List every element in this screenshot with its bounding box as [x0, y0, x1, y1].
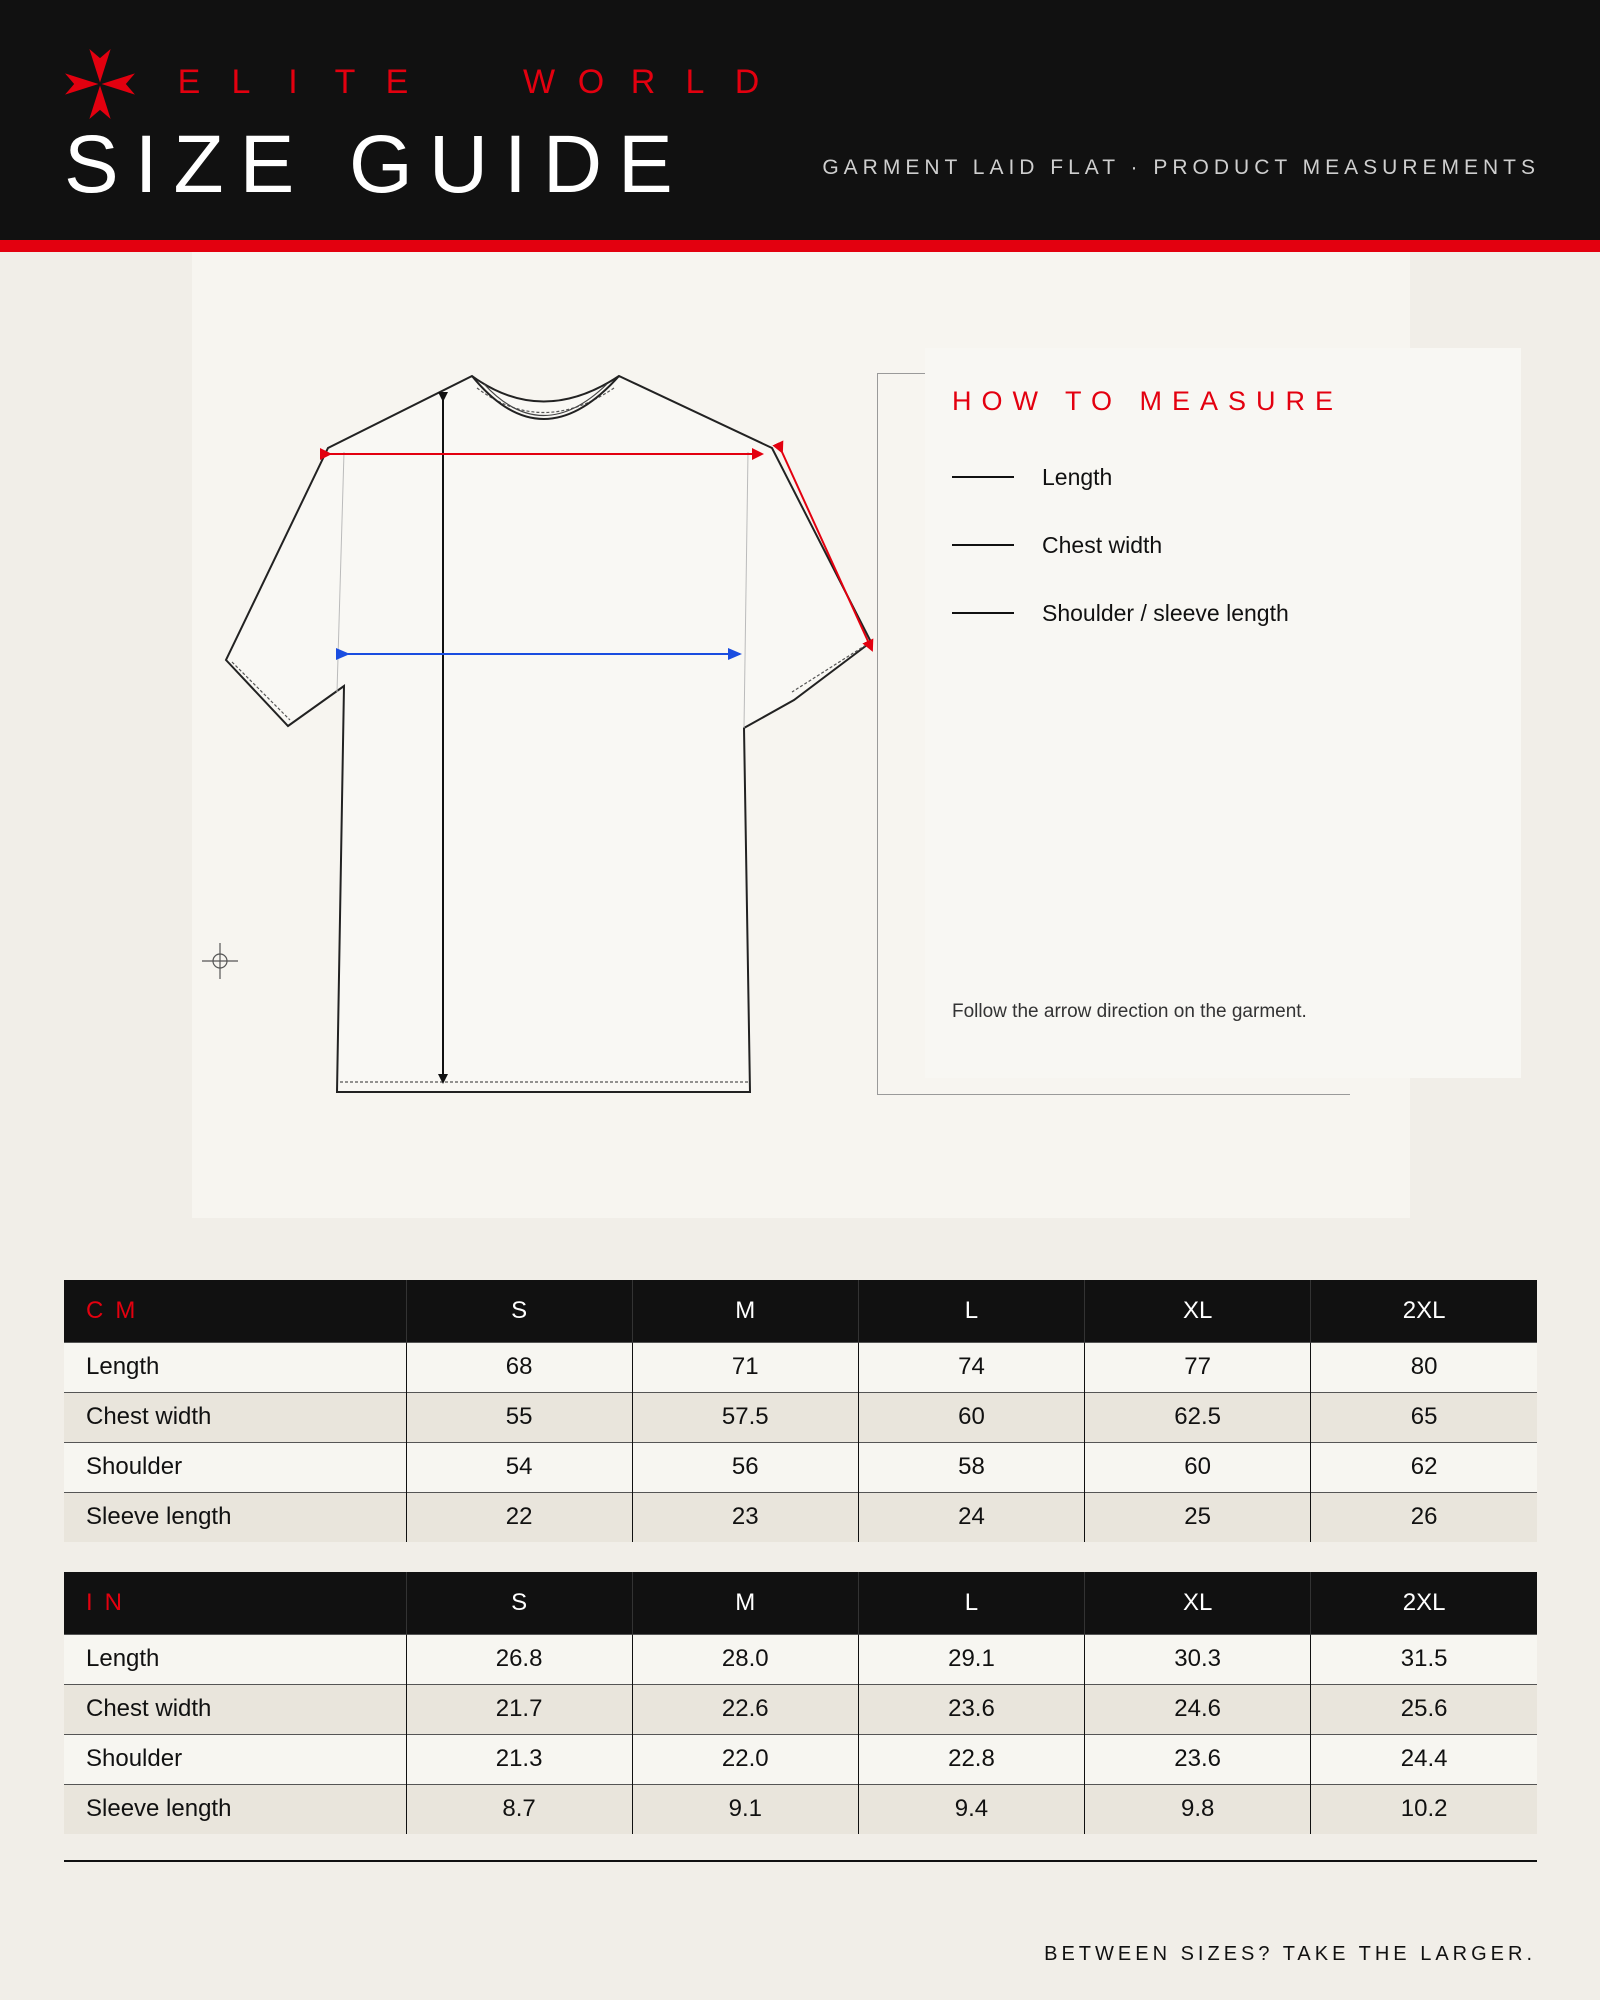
table-cell: 58 — [858, 1442, 1084, 1492]
row-label: Length — [64, 1634, 406, 1684]
header-accent-stripe — [0, 240, 1600, 252]
table-cell: 25.6 — [1311, 1684, 1537, 1734]
table-header-row — [64, 1572, 1537, 1634]
row-label: Shoulder — [64, 1442, 406, 1492]
table-cell: 71 — [632, 1342, 858, 1392]
table-cell: 22 — [406, 1492, 632, 1542]
brand-letter: O — [577, 63, 605, 101]
row-label: Shoulder — [64, 1734, 406, 1784]
table-cell: 62 — [1311, 1442, 1537, 1492]
table-cell: 22.6 — [632, 1684, 858, 1734]
table-cell: 21.7 — [406, 1684, 632, 1734]
table-cell: 68 — [406, 1342, 632, 1392]
size-table-cm — [64, 1280, 1537, 1542]
measure-note: Follow the arrow direction on the garment. — [952, 1001, 1307, 1022]
size-header: XL — [1085, 1572, 1311, 1634]
brand-name — [163, 63, 773, 102]
tshirt-outline — [226, 376, 871, 1092]
size-header: M — [632, 1280, 858, 1342]
table-row — [64, 1784, 1537, 1834]
table-cell: 65 — [1311, 1392, 1537, 1442]
table-cell: 9.4 — [858, 1784, 1084, 1834]
table-cell: 22.0 — [632, 1734, 858, 1784]
footer-note: BETWEEN SIZES? TAKE THE LARGER. — [1044, 1943, 1536, 1965]
legend-line — [952, 476, 1014, 478]
table-cell: 54 — [406, 1442, 632, 1492]
table-cell: 23.6 — [1085, 1734, 1311, 1784]
table-cell: 74 — [858, 1342, 1084, 1392]
table-cell: 56 — [632, 1442, 858, 1492]
table-row — [64, 1634, 1537, 1684]
table-cell: 24 — [858, 1492, 1084, 1542]
size-header: M — [632, 1572, 858, 1634]
table-row — [64, 1684, 1537, 1734]
legend-label: Chest width — [1042, 531, 1163, 558]
size-header: XL — [1085, 1280, 1311, 1342]
size-header: S — [406, 1280, 632, 1342]
how-to-measure-card — [925, 348, 1521, 1078]
page-title: SIZE GUIDE — [64, 119, 689, 210]
row-label: Sleeve length — [64, 1492, 406, 1542]
header — [0, 0, 1600, 240]
brand-letter: I — [288, 63, 298, 101]
legend-item-chest-width — [952, 530, 1162, 560]
size-header: 2XL — [1311, 1280, 1537, 1342]
brand-letter: L — [231, 63, 251, 101]
brand-letter: T — [334, 63, 356, 101]
brand-letter: L — [685, 63, 705, 101]
table-cell: 31.5 — [1311, 1634, 1537, 1684]
brand-letter: E — [385, 63, 409, 101]
size-header: S — [406, 1572, 632, 1634]
table-cell: 29.1 — [858, 1634, 1084, 1684]
legend-label: Length — [1042, 463, 1113, 490]
size-table-in — [64, 1572, 1537, 1834]
table-cell: 24.6 — [1085, 1684, 1311, 1734]
legend-item-length — [952, 462, 1112, 492]
brand-letter: E — [177, 63, 201, 101]
unit-label: CM — [64, 1280, 406, 1342]
table-cell: 22.8 — [858, 1734, 1084, 1784]
row-label: Chest width — [64, 1684, 406, 1734]
table-cell: 62.5 — [1085, 1392, 1311, 1442]
unit-label: IN — [64, 1572, 406, 1634]
table-cell: 28.0 — [632, 1634, 858, 1684]
brand-letter: W — [522, 63, 556, 101]
crosshair-icon — [202, 943, 238, 979]
table-cell: 30.3 — [1085, 1634, 1311, 1684]
table-cell: 60 — [1085, 1442, 1311, 1492]
legend-item-shoulder-sleeve — [952, 598, 1289, 628]
table-row — [64, 1492, 1537, 1542]
table-cell: 8.7 — [406, 1784, 632, 1834]
table-cell: 10.2 — [1311, 1784, 1537, 1834]
brand-letter: D — [734, 63, 760, 101]
table-cell: 60 — [858, 1392, 1084, 1442]
table-cell: 24.4 — [1311, 1734, 1537, 1784]
table-cell: 9.1 — [632, 1784, 858, 1834]
table-cell: 23 — [632, 1492, 858, 1542]
page-subtitle: GARMENT LAID FLAT · PRODUCT MEASUREMENTS — [822, 156, 1540, 179]
table-cell: 80 — [1311, 1342, 1537, 1392]
table-row — [64, 1734, 1537, 1784]
legend-line — [952, 544, 1014, 546]
how-to-measure-title: HOW TO MEASURE — [952, 386, 1344, 416]
legend-line — [952, 612, 1014, 614]
table-cell: 57.5 — [632, 1392, 858, 1442]
row-label: Sleeve length — [64, 1784, 406, 1834]
table-row — [64, 1342, 1537, 1392]
table-row — [64, 1392, 1537, 1442]
row-label: Length — [64, 1342, 406, 1392]
table-row — [64, 1442, 1537, 1492]
row-label: Chest width — [64, 1392, 406, 1442]
table-cell: 21.3 — [406, 1734, 632, 1784]
table-cell: 26.8 — [406, 1634, 632, 1684]
table-cell: 25 — [1085, 1492, 1311, 1542]
size-header: L — [858, 1572, 1084, 1634]
legend-label: Shoulder / sleeve length — [1042, 599, 1289, 626]
brand-letter: R — [630, 63, 656, 101]
maltese-cross-icon — [62, 46, 138, 122]
table-cell: 9.8 — [1085, 1784, 1311, 1834]
size-header: 2XL — [1311, 1572, 1537, 1634]
table-header-row — [64, 1280, 1537, 1342]
table-cell: 77 — [1085, 1342, 1311, 1392]
bottom-divider — [64, 1860, 1537, 1862]
size-header: L — [858, 1280, 1084, 1342]
table-cell: 26 — [1311, 1492, 1537, 1542]
table-cell: 55 — [406, 1392, 632, 1442]
table-cell: 23.6 — [858, 1684, 1084, 1734]
